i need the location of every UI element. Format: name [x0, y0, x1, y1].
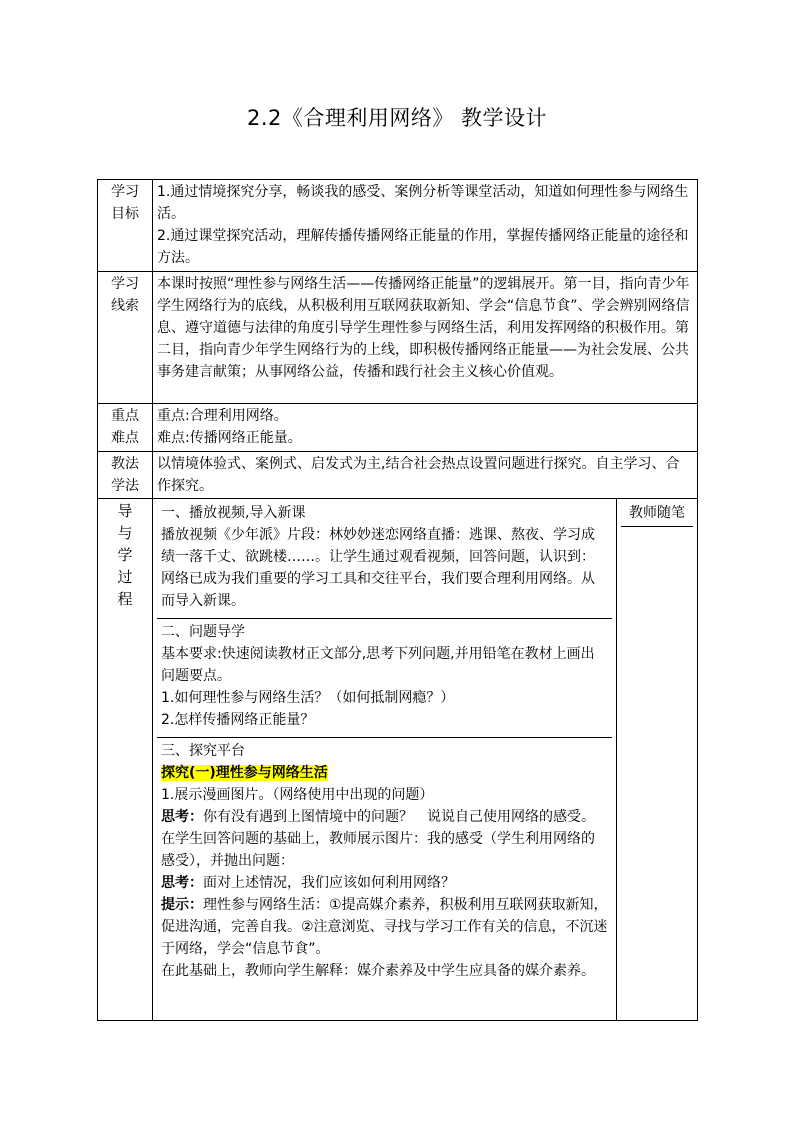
section-intro-heading: 一、播放视频,导入新课 — [161, 505, 306, 521]
process-label — [98, 499, 153, 1021]
hint — [161, 894, 608, 960]
clue-content — [153, 272, 698, 404]
section-guide-text: 基本要求:快速阅读教材正文部分,思考下列问题,并用铅笔在教材上画出问题要点。 — [161, 646, 595, 684]
difficult-point: 难点:传播网络正能量。 — [157, 430, 302, 446]
think-1-text: 你有没有遇到上图情境中的问题？ 说说自己使用网络的感受。 — [203, 809, 595, 825]
inquiry-paragraph-1: 在学生回答问题的基础上，教师展示图片：我的感受（学生利用网络的感受），并抛出问题： — [161, 831, 595, 869]
method-label — [98, 452, 153, 499]
guide-question-1: 1.如何理性参与网络生活？（如何抵制网瘾？） — [161, 690, 455, 706]
process-content — [153, 499, 617, 1021]
lesson-plan-table — [97, 179, 698, 1021]
section-guide-heading: 二、问题导学 — [161, 624, 245, 640]
guide-question-2: 2.怎样传播网络正能量？ — [161, 712, 315, 728]
section-guide — [157, 619, 612, 738]
teacher-notes-column — [617, 499, 698, 1021]
inquiry-item-1: 1.展示漫画图片。（网络使用中出现的问题） — [161, 787, 434, 803]
method-label-text: 教法学法 — [111, 456, 139, 494]
section-inquiry — [157, 738, 612, 988]
objective-1: 1.通过情境探究分享，畅谈我的感受、案例分析等课堂活动，知道如何理性参与网络生活。 — [157, 184, 689, 222]
objectives-content — [153, 180, 698, 272]
hint-text: 理性参与网络生活：①提高媒介素养，积极利用互联网获取新知，促进沟通，完善自我。②注意浏览、寻找与学习工作有关的信息，不沉迷于网络，学会“信息节食”。 — [161, 897, 608, 957]
think-1 — [161, 806, 608, 828]
section-intro-text: 播放视频《少年派》片段：林妙妙迷恋网络直播：逃课、熬夜、学习成绩一落千丈、欲跳楼……。让学生通过观看视频，回答问题，认识到：网络已成为我们重要的学习工具和交往平台，我们要合理利用网络。从而导入新课。 — [161, 527, 595, 609]
clue-row — [98, 272, 698, 404]
key-content — [153, 404, 698, 452]
think-2 — [161, 872, 608, 894]
think-2-label: 思考： — [161, 875, 203, 891]
key-label — [98, 404, 153, 452]
process-label-text: 导与学过程 — [117, 502, 133, 608]
page-title: 2.2《合理利用网络》 教学设计 — [246, 106, 548, 130]
think-2-text: 面对上述情况，我们应该如何利用网络？ — [203, 875, 455, 891]
inquiry-title: 探究(一)理性参与网络生活 — [161, 765, 328, 781]
key-label-text: 重点难点 — [111, 408, 139, 446]
think-1-label: 思考： — [161, 809, 203, 825]
method-content — [153, 452, 698, 499]
objective-2: 2.通过课堂探究活动，理解传播传播网络正能量的作用，掌握传播网络正能量的途径和方法。 — [157, 228, 689, 266]
method-row — [98, 452, 698, 499]
clue-label-text: 学习线索 — [111, 276, 139, 314]
clue-text: 本课时按照“理性参与网络生活——传播网络正能量”的逻辑展开。第一目，指向青少年学生网络行为的底线，从积极利用互联网获取新知、学会“信息节食”、学会辨别网络信息、遵守道德与法律的角度引导学生理性参与网络生活，利用发挥网络的积极作用。第二目，指向青少年学生网络行为的上线，即积极传播网络正能量——为社会发展、公共事务建言献策；从事网络公益，传播和践行社会主义核心价值观。 — [157, 276, 690, 380]
inquiry-title-line — [161, 762, 608, 784]
section-inquiry-heading: 三、探究平台 — [161, 743, 245, 759]
objectives-row — [98, 180, 698, 272]
objectives-label — [98, 180, 153, 272]
teacher-notes-header: 教师随笔 — [621, 500, 693, 527]
clue-label — [98, 272, 153, 404]
section-intro — [157, 500, 612, 619]
key-row — [98, 404, 698, 452]
method-text: 以情境体验式、案例式、启发式为主,结合社会热点设置问题进行探究。自主学习、合作探究。 — [157, 456, 680, 494]
inquiry-paragraph-2: 在此基础上，教师向学生解释：媒介素养及中学生应具备的媒介素养。 — [161, 963, 595, 979]
hint-label: 提示： — [161, 897, 203, 913]
process-row — [98, 499, 698, 1021]
key-point: 重点:合理利用网络。 — [157, 408, 288, 424]
objectives-label-text: 学习目标 — [111, 184, 139, 222]
